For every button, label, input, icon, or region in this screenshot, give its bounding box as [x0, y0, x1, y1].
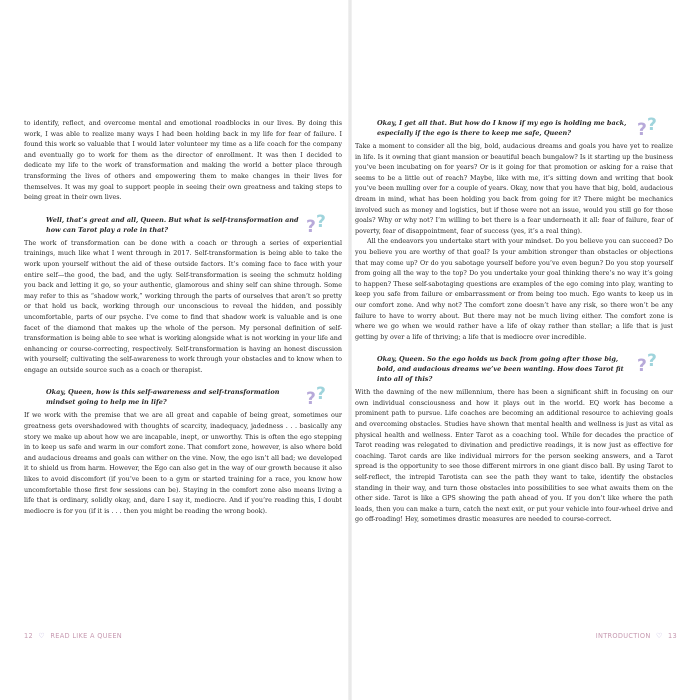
double-question-mark-icon: ? ?	[306, 384, 326, 410]
book-gutter	[348, 0, 352, 700]
left-paragraph-1: to identify, reflect, and overcome mental and emotional roadblocks in our lives. By doing this work, I was able to realize many ways I had been holding back in my life for fear of failure. I found this work so valuable that I would later volunteer my time as a life coach for the company and eventually go to work for them as the director of enrollment. It was then I decided to dedicate my life to the work of transformation and making the world a better place through transforming the lives of others and empowering them to make changes in their lives for themselves. It was my goal to support people in seeing their own greatness and taking steps to being great in their own lives.	[24, 119, 342, 202]
right-footer	[596, 632, 677, 640]
question-heading: Okay, Queen. So the ego holds us back from going after those big, bold, and audacious dreams we’ve been wanting. How does Tarot fit into all of this?	[377, 355, 624, 384]
double-question-mark-icon: ? ?	[637, 115, 657, 140]
question-block-4	[355, 351, 673, 384]
question-heading: Well, that’s great and all, Queen. But what is self-transformation and how can Tarot play a role in that?	[46, 215, 299, 234]
question-block-3	[355, 115, 673, 140]
heart-icon: ♡	[38, 632, 45, 640]
left-paragraph-2: The work of transformation can be done with a coach or through a series of experiential trainings, much like what I went through in 2017. Self-transformation is being able to take the work upon yourself without the aid of these outside factors. It’s coming face to face with your entire self—the good, the bad, and the ugly. Self-transformation is seeing the schmutz holding you back and letting it go, so your authentic, glamorous and shiny self can shine through. Some may refer to this as “shadow work,” working through the parts of ourselves that aren’t so pretty or that hold us back, working through our unconscious to reveal the hidden, and possibly uncomfortable, parts of our psyche. I’ve come to find that shadow work is valuable and is one facet of the diamond that makes up the whole of the person. My personal definition of self-transformation is being able to see what is working alongside what is not working in your life and enhancing or course-correcting, respectively. Self-transformation is having an honest discussion with yourself; cultivating the self-awareness to work through your obstacles and to know when to engage an outside source such as a coach or therapist.	[24, 238, 342, 374]
double-question-mark-icon: ? ?	[306, 211, 326, 237]
right-page	[355, 115, 673, 525]
page-number: 13	[668, 632, 677, 640]
right-paragraph-2: All the endeavors you undertake start with your mindset. Do you believe you can succeed? Do you believe you are worthy of that goal? Is your ambition stronger than obstacles or objections that may come up? Or do you sabotage yourself before you’ve even begun? Do you stop yourself from going all the way to the top? Do you undertake your goal thinking there’s no way it’s going to happen? These self-sabotaging questions are examples of the ego coming into play, wanting to keep you safe from failure or embarrassment or from being too much. Ego wants to keep us in our comfort zone. And why not? The comfort zone doesn’t have any risk, so there won’t be any failure to have to worry about. But there may not be much living either. The comfort zone is where we go when we would rather have a life of okay rather than stellar; a life that is just getting by over a life of thriving; a life that is mediocre over incredible.	[355, 237, 673, 341]
running-head: READ LIKE A QUEEN	[50, 632, 123, 640]
heart-icon: ♡	[656, 632, 663, 640]
question-heading: Okay, I get all that. But how do I know if my ego is holding me back, especially if the ego is there to keep me safe, Queen?	[377, 119, 627, 137]
left-paragraph-3: If we work with the premise that we are all great and capable of being great, sometimes our greatness gets overshadowed with thoughts of scarcity, inadequacy, jadedness . . . basically any story we make up about how we are incapable, inept, or unworthy. This is often the ego stepping in to keep us safe and warm in our comfort zone. That comfort zone, however, is also where bold and audacious dreams and goals can wither on the vine. Now, the ego isn’t all bad; we developed it to shield us from harm. However, the Ego can also get in the way of our growth because it also likes to avoid discomfort (if you’ve been to a gym or started training for a race, you know how uncomfortable those first few sessions can be). Staying in the comfort zone also means living a life that is ordinary, solidly okay, and, dare I say it, mediocre. And if you’re reading this, I doubt mediocre is for you (if it is . . . then you might be reading the wrong book).	[24, 411, 342, 515]
question-heading: Okay, Queen, how is this self-awareness and self-transformation mindset going to help me in life?	[46, 388, 280, 407]
right-paragraph-1: Take a moment to consider all the big, bold, audacious dreams and goals you have yet to realize in life. Is it owning that giant mansion or beautiful beach bungalow? Is it starting up the business you’ve been incubating on for years? Or is it going for that promotion or asking for a raise that seems to be a little out of reach? Maybe, like with me, it’s sitting down and writing that book you’ve been mulling over for a couple of years. Okay, now that you have that big, bold, audacious dream in mind, what has been holding you back from going for it? There might be mechanics involved such as money and logistics, but if those were not an issue, would you still go for those goals? Why or why not? I’m willing to bet there is a fear underneath it all: fear of failure, fear of poverty, fear of disappointment, fear of success (yes, it’s a real thing).	[355, 142, 673, 235]
right-paragraph-3: With the dawning of the new millennium, there has been a significant shift in focusing on our own individual consciousness and how it plays out in the world. EQ work has become a prominent path to pursue. Life coaches are becoming an additional resource to achieving goals and overcoming obstacles. Studies have shown that mental health and wellness is just as vital as physical health and wellness. Enter Tarot as a coaching tool. While for decades the practice of Tarot reading was relegated to divination and predictive readings, it is now just as effective for coaching. Tarot cards are like individual mirrors for the person seeking answers, and a Tarot spread is the opportunity to see those different mirrors in one giant disco ball. By using Tarot to self-reflect, the intrepid Tarotista can see the path they want to take, identify the obstacles standing in their way, and turn those obstacles into possibilities to see what awaits them on the other side. Tarot is like a GPS showing the path ahead of you. If you don’t like where the path leads, then you can make a turn, catch the next exit, or put your vehicle into four-wheel drive and go off-roading! Hey, sometimes drastic measures are needed to course-correct.	[355, 388, 673, 524]
left-page	[24, 118, 342, 516]
running-head: INTRODUCTION	[595, 632, 651, 640]
left-footer	[24, 632, 122, 640]
question-block-2	[24, 384, 342, 410]
page-number: 12	[24, 632, 33, 640]
question-block-1	[24, 211, 342, 237]
double-question-mark-icon: ? ?	[637, 351, 657, 377]
